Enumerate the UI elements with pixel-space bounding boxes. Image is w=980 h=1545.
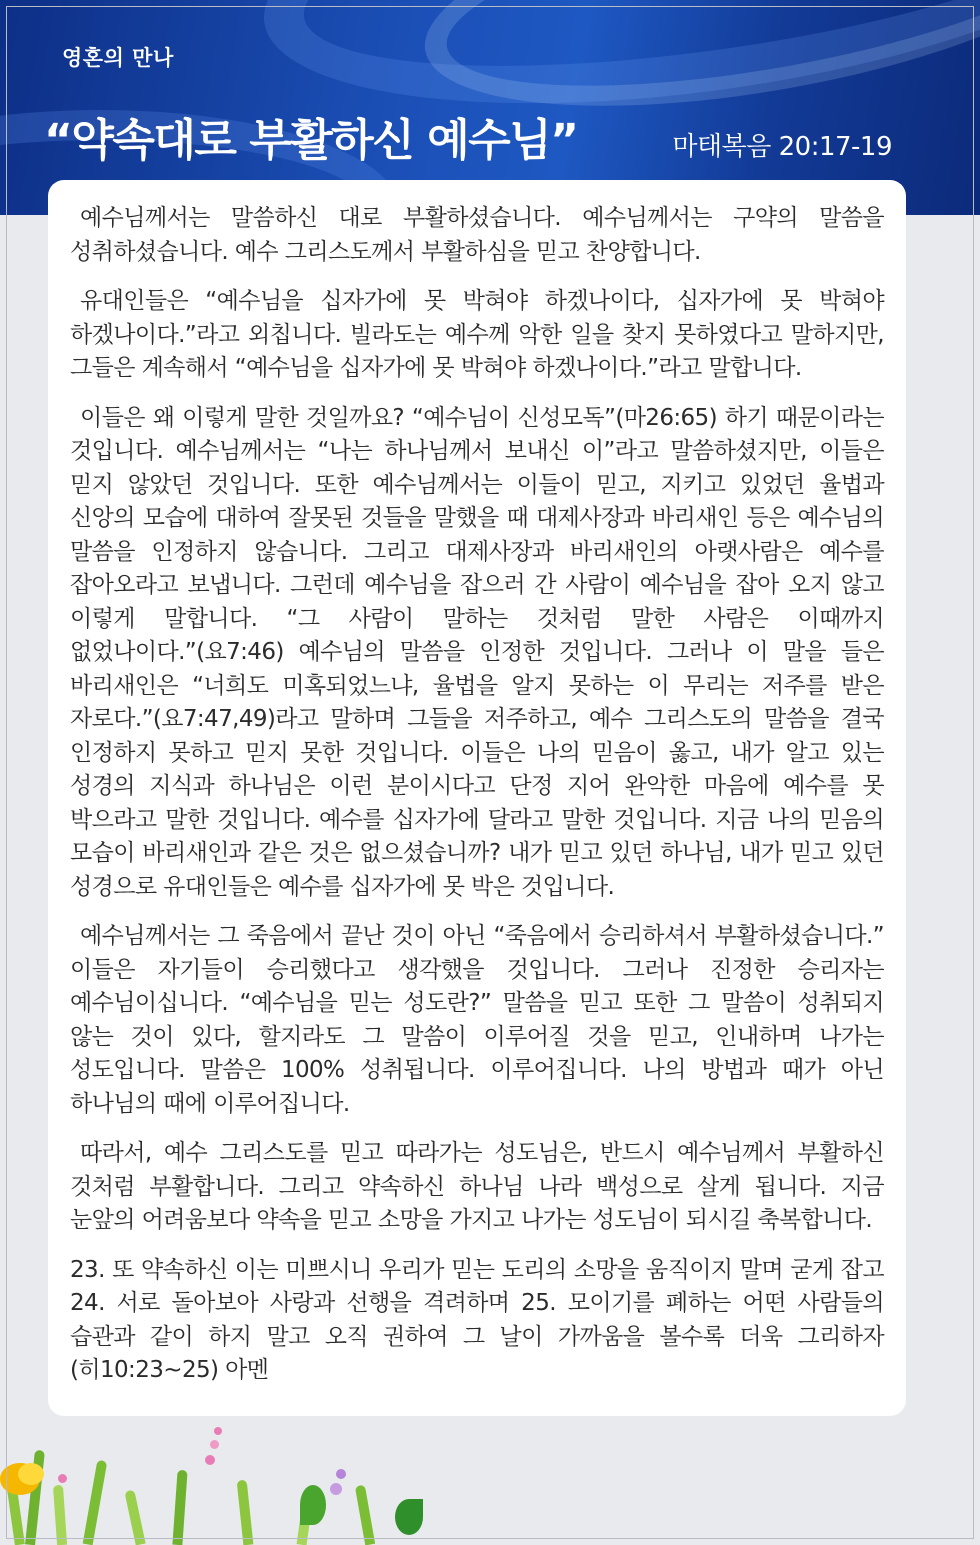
leaf-icon xyxy=(300,1485,326,1525)
paragraph: 유대인들은 “예수님을 십자가에 못 박혀야 하겠나이다, 십자가에 못 박혀야 하겠나이다.”라고 외칩니다. 빌라도는 예수께 악한 일을 찾지 못하였다고 말하지만, 그들은 계속해서 “예수님을 십자가에 못 박혀야 하겠나이다.”라고 말합니다. xyxy=(70,288,884,381)
content-card xyxy=(48,180,906,1416)
grass-blade xyxy=(355,1485,375,1545)
paragraph: 예수님께서는 그 죽음에서 끝난 것이 아닌 “죽음에서 승리하셔서 부활하셨습니다.” 이들은 자기들이 승리했다고 생각했을 것입니다. 그러나 진정한 승리자는 예수님이십니다. “예수님을 믿는 성도란?” 말씀을 믿고 또한 그 말씀이 성취되지 않는 것이 있다, 할지라도 그 말씀이 이루어질 것을 믿고, 인내하며 나가는 성도입니다. 말씀은 100% 성취됩니다. 이루어집니다. 나의 방법과 때가 아닌 하나님의 때에 이루어집니다. xyxy=(70,923,884,1117)
grass-blade xyxy=(83,1460,108,1545)
leaf-icon xyxy=(395,1499,423,1535)
flower-icon xyxy=(210,1440,219,1449)
flower-icon xyxy=(18,1463,44,1485)
sermon-title: “약속대로 부활하신 예수님” xyxy=(44,115,578,166)
flower-decoration xyxy=(0,1415,460,1545)
flower-icon xyxy=(336,1469,346,1479)
grass-blade xyxy=(172,1470,187,1545)
grass-blade xyxy=(237,1480,254,1545)
section-label: 영혼의 만나 xyxy=(62,46,174,70)
flower-icon xyxy=(58,1474,67,1483)
paragraph: 따라서, 예수 그리스도를 믿고 따라가는 성도님은, 반드시 예수님께서 부활하신 것처럼 부활합니다. 그리고 약속하신 하나님 나라 백성으로 살게 됩니다. 지금 눈앞의 어려움보다 약속을 믿고 소망을 가지고 나가는 성도님이 되시길 축복합니다. xyxy=(70,1140,884,1233)
grass-blade xyxy=(53,1485,67,1545)
grass-blade xyxy=(124,1490,145,1545)
flower-icon xyxy=(214,1427,222,1435)
scripture-reference: 마태복음 20:17-19 xyxy=(672,132,892,162)
paragraph: 예수님께서는 말씀하신 대로 부활하셨습니다. 예수님께서는 구약의 말씀을 성취하셨습니다. 예수 그리스도께서 부활하심을 믿고 찬양합니다. xyxy=(70,205,884,265)
flower-icon xyxy=(205,1455,215,1465)
closing-verse: 23. 또 약속하신 이는 미쁘시니 우리가 믿는 도리의 소망을 움직이지 말며 굳게 잡고 24. 서로 돌아보아 사랑과 선행을 격려하며 25. 모이기를 폐하는 어떤 사람들의 습관과 같이 하지 말고 오직 권하여 그 날이 가까움을 볼수록 더욱 그리하자(히10:23~25) 아멘 xyxy=(70,1256,884,1383)
paragraph: 이들은 왜 이렇게 말한 것일까요? “예수님이 신성모독”(마26:65) 하기 때문이라는 것입니다. 예수님께서는 “나는 하나님께서 보내신 이”라고 말씀하셨지만, 이들은 믿지 않았던 것입니다. 또한 예수님께서는 이들이 믿고, 지키고 있었던 율법과 신앙의 모습에 대하여 잘못된 것들을 말했을 때 대제사장과 바리새인 등은 예수님의 말씀을 인정하지 않습니다. 그리고 대제사장과 바리새인의 아랫사람은 예수를 잡아오라고 보냅니다. 그런데 예수님을 잡으러 간 사람이 예수님을 잡아 오지 않고 이렇게 말합니다. “그 사람이 말하는 것처럼 말한 사람은 이때까지 없었나이다.”(요7:46) 예수님의 말씀을 인정한 것입니다. 그러나 이 말을 들은 바리새인은 “너희도 미혹되었느냐, 율법을 알지 못하는 이 무리는 저주를 받은 자로다.”(요7:47,49)라고 말하며 그들을 저주하고, 예수 그리스도의 말씀을 결국 인정하지 못하고 믿지 못한 것입니다. 이들은 나의 믿음이 옳고, 내가 알고 있는 성경의 지식과 하나님은 이런 분이시다고 단정 지어 완악한 마음에 예수를 못 박으라고 말한 것입니다. 예수를 십자가에 달라고 말한 것입니다. 지금 나의 믿음의 모습이 바리새인과 같은 것은 없으셨습니까? 내가 믿고 있던 하나님, 내가 믿고 있던 성경으로 유대인들은 예수를 십자가에 못 박은 것입니다. xyxy=(70,404,884,900)
flower-icon xyxy=(330,1483,342,1495)
